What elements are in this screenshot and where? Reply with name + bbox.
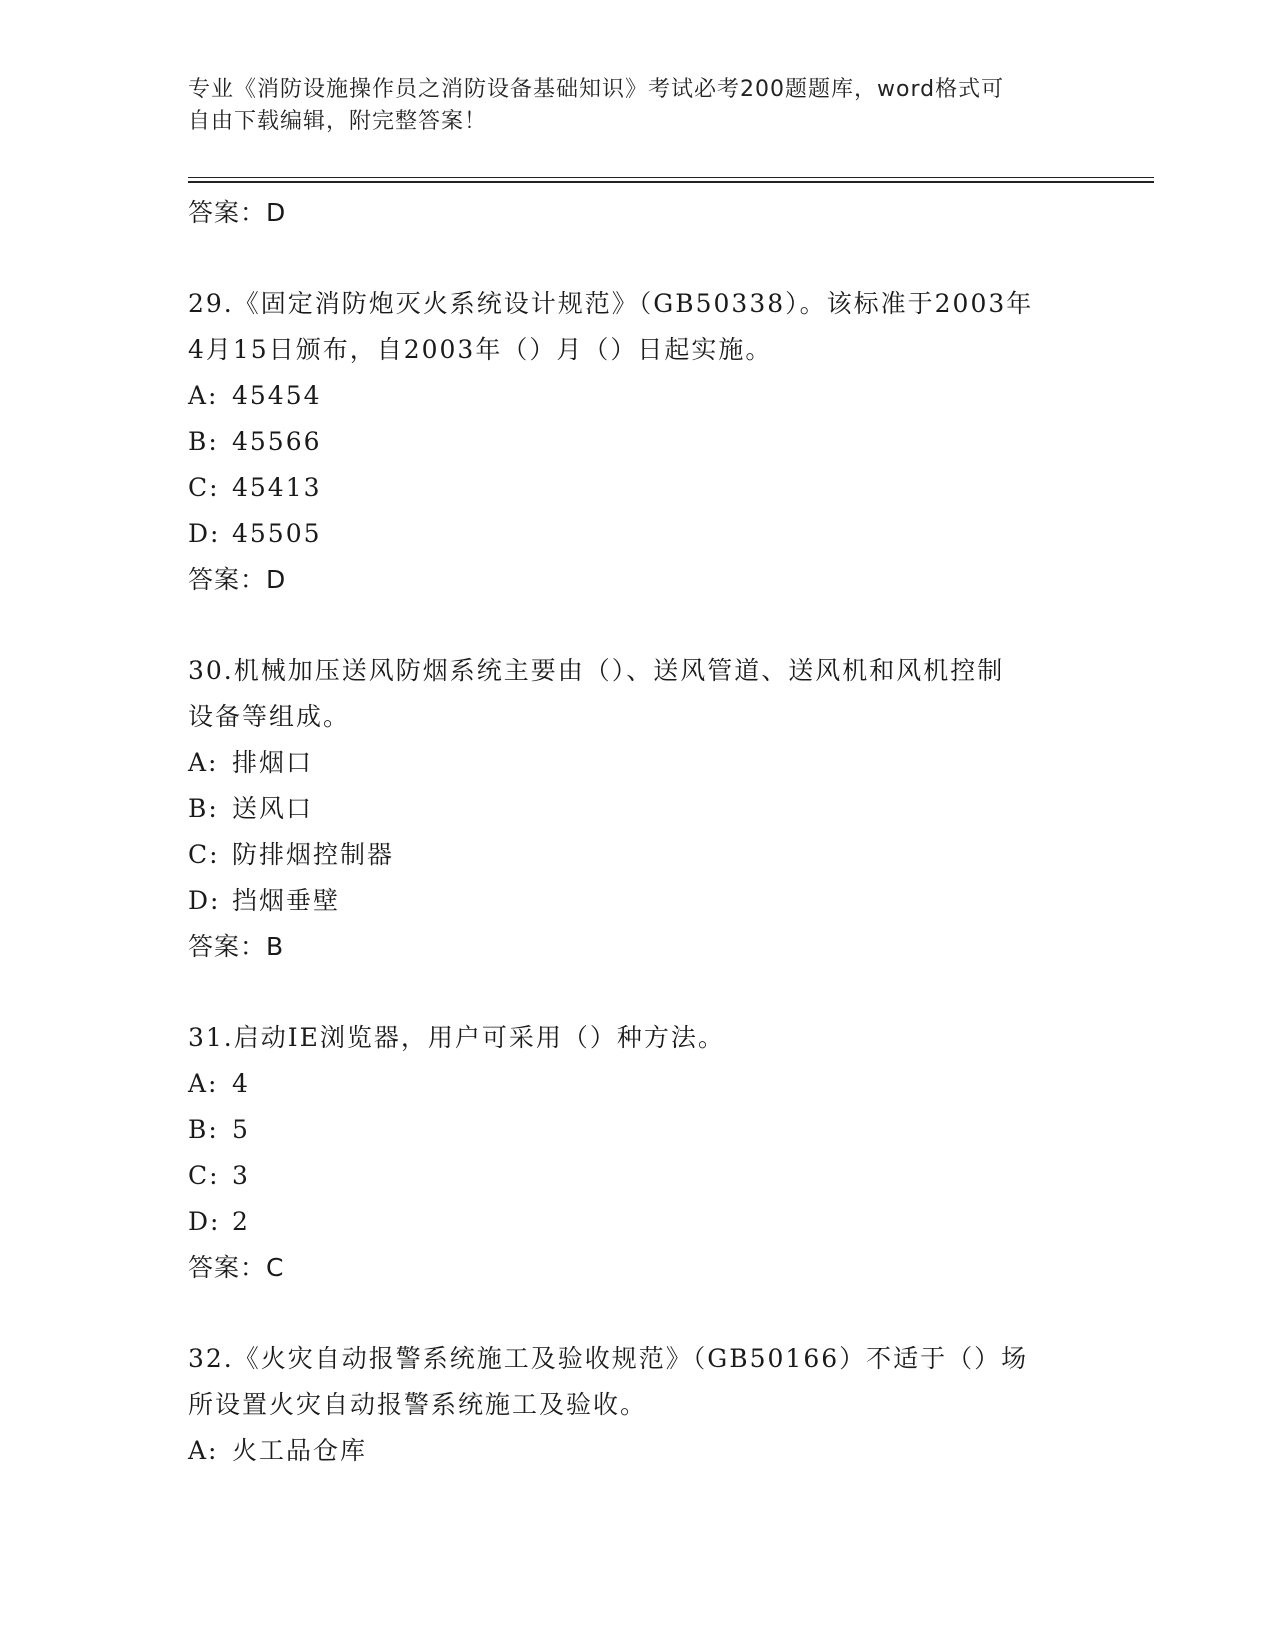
answer-line: 答案：B (188, 932, 285, 961)
document-header (188, 74, 1068, 138)
option-b: B: 5 (188, 1115, 250, 1144)
header-divider-thick (188, 181, 1154, 183)
question-text: 29.《固定消防炮灭火系统设计规范》（GB50338）。该标准于2003年 4月15日颁布，自2003年（）月（）日起实施。 (188, 289, 1034, 364)
option-a: A: 火工品仓库 (188, 1436, 368, 1465)
option-d: D: 2 (188, 1207, 250, 1236)
header-divider-thin (188, 177, 1154, 178)
question-block (188, 648, 1088, 970)
question-block (188, 1336, 1088, 1474)
option-a: A: 4 (188, 1069, 250, 1098)
option-c: C: 3 (188, 1161, 250, 1190)
header-line-2: 自由下载编辑，附完整答案！ (188, 109, 488, 134)
option-b: B: 45566 (188, 427, 322, 456)
option-c: C: 防排烟控制器 (188, 840, 395, 869)
option-b: B: 送风口 (188, 794, 314, 823)
option-d: D: 挡烟垂壁 (188, 886, 341, 915)
question-text: 30.机械加压送风防烟系统主要由（）、送风管道、送风机和风机控制 设备等组成。 (188, 656, 1005, 731)
answer-line: 答案：D (188, 198, 287, 227)
answer-line: 答案：D (188, 565, 287, 594)
question-list (188, 190, 1088, 1474)
option-d: D: 45505 (188, 519, 322, 548)
answer-line: 答案：C (188, 1253, 285, 1282)
question-block (188, 281, 1088, 603)
question-text: 31.启动IE浏览器，用户可采用（）种方法。 (188, 1023, 725, 1052)
question-block (188, 1015, 1088, 1291)
header-line-1: 专业《消防设施操作员之消防设备基础知识》考试必考200题题库，word格式可 (188, 77, 1005, 102)
question-text: 32.《火灾自动报警系统施工及验收规范》（GB50166）不适于（）场 所设置火灾自动报警系统施工及验收。 (188, 1344, 1029, 1419)
option-a: A: 45454 (188, 381, 322, 410)
option-a: A: 排烟口 (188, 748, 314, 777)
option-c: C: 45413 (188, 473, 322, 502)
